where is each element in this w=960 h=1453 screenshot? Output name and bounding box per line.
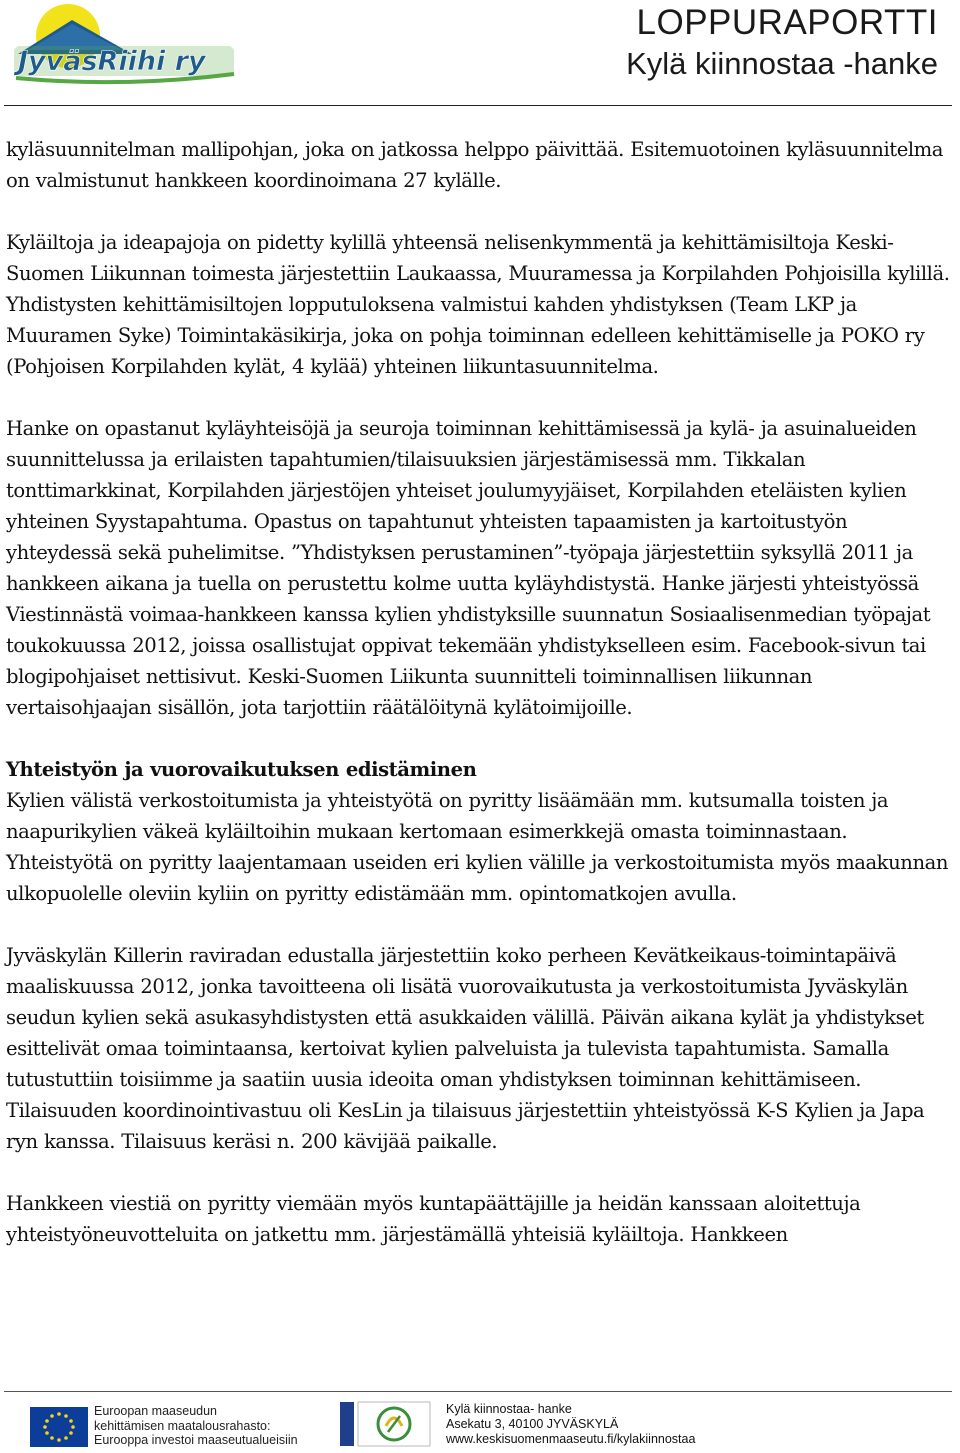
- footer-divider: [4, 1391, 952, 1392]
- jyvasriihi-logo: [4, 2, 244, 90]
- eu-line-3: Eurooppa investoi maaseutualueisiin: [94, 1433, 298, 1447]
- report-header: [626, 2, 938, 84]
- paragraph-village-plan: kyläsuunnitelman mallipohjan, joka on jatkossa helppo päivittää. Esitemuotoinen kyläsuunnitelma on valmistunut hankkeen koordinoimana 27 kylälle.: [6, 138, 944, 192]
- paragraph-village-evenings: Kyläiltoja ja ideapajoja on pidetty kylillä yhteensä nelisenkymmentä ja kehittämisiltoja Keski-Suomen Liikunnan toimesta järjestettiin Laukaassa, Muuramessa ja Korpilahden Pohjoisilla kylillä. Yhdistysten kehittämisiltojen lopputuloksena valmistui kahden yhdistyksen (Team LKP ja Muuramen Syke) Toimintakäsikirja, joka on pohja toiminnan edelleen kehittämiselle ja POKO ry (Pohjoisen Korpilahden kylät, 4 kylää) yhteinen liikuntasuunnitelma.: [6, 231, 950, 378]
- header-divider: [4, 105, 952, 106]
- eu-flag-icon: [30, 1407, 88, 1447]
- section-heading: Yhteistyön ja vuorovaikutuksen edistäminen: [6, 758, 477, 781]
- svg-text:JyväsRiihi ry: JyväsRiihi ry: [18, 46, 206, 77]
- paragraph-networking: Kylien välistä verkostoitumista ja yhteistyötä on pyritty lisäämään mm. kutsumalla toisten ja naapurikylien väkeä kyläiltoihin mukaan kertomaan esimerkkejä omasta toiminnastaan. Yhteistyötä on pyritty laajentamaan useiden eri kylien välille ja verkostoitumista myös maakunnan ulkopuolelle oleviin kyliin on pyritty edistämään mm. opintomatkojen avulla.: [6, 789, 949, 905]
- eu-line-2: kehittämisen maatalousrahasto:: [94, 1418, 271, 1433]
- report-title: LOPPURAPORTTI: [636, 3, 938, 42]
- contact-address: Asekatu 3, 40100 JYVÄSKYLÄ: [446, 1417, 619, 1431]
- contact-project-name: Kylä kiinnostaa- hanke: [446, 1402, 572, 1416]
- project-name: Kylä kiinnostaa -hanke: [626, 46, 938, 81]
- project-contact: [446, 1402, 695, 1447]
- paragraph-spring-event: Jyväskylän Killerin raviradan edustalla järjestettiin koko perheen Kevätkeikaus-toimintapäivä maaliskuussa 2012, jonka tavoitteena oli lisätä vuorovaikutusta ja verkostoitumista Jyväskylän seudun kylien sekä asukasyhdistysten että asukkaiden välillä. Päivän aikana kylät ja yhdistykset esittelivät omaa toimintaansa, kertoivat kylien palveluista ja tulevista tapahtumista. Samalla tutustuttiin toisiimme ja saatiin uusia ideoita oman yhdistyksen toiminnan kehittämiseen. Tilaisuuden koordinointivastuu oli KesLin ja tilaisuus järjestettiin yhteistyössä K-S Kylien ja Japa ryn kanssa. Tilaisuus keräsi n. 200 kävijää paikalle.: [6, 944, 925, 1153]
- eu-fund-text: [94, 1404, 298, 1448]
- paragraph-guidance: Hanke on opastanut kyläyhteisöjä ja seuroja toiminnan kehittämisessä ja kylä- ja asuinalueiden suunnittelussa ja erilaisten tapahtumien/tilaisuuksien järjestämisessä mm. Tikkalan tonttimarkkinat, Korpilahden järjestöjen yhteiset joulumyyjäiset, Korpilahden eteläisten kylien yhteinen Syystapahtuma. Opastus on tapahtunut yhteisten tapaamisten ja kartoitustyön yhteydessä sekä puhelimitse. ”Yhdistyksen perustaminen”-työpaja järjestettiin syksyllä 2011 ja hankkeen aikana ja tuella on perustettu kolme uutta kyläyhdistystä. Hanke järjesti yhteistyössä Viestinnästä voimaa-hankkeen kanssa kylien yhdistyksille suunnatun Sosiaalisenmedian työpajat toukokuussa 2012, joissa osallistujat oppivat tekemään yhdistykselleen esim. Facebook-sivun tai blogipohjaiset nettisivut. Keski-Suomen Liikunta suunnitteli toiminnallisen liikunnan vertaisohjaajan sisällön, jota tarjottiin räätälöitynä kylätoimijoille.: [6, 417, 931, 719]
- eu-line-1: Euroopan maaseudun: [94, 1404, 218, 1418]
- contact-website: www.keskisuomenmaaseutu.fi/kylakiinnostaa: [446, 1432, 696, 1446]
- leader-logo-icon: [338, 1398, 434, 1450]
- report-body: [6, 134, 952, 1281]
- paragraph-decision-makers: Hankkeen viestiä on pyritty viemään myös kuntapäättäjille ja heidän kanssaan aloitettuja yhteistyöneuvotteluita on jatkettu mm. järjestämällä yhteisiä kyläiltoja. Hankkeen: [6, 1192, 861, 1246]
